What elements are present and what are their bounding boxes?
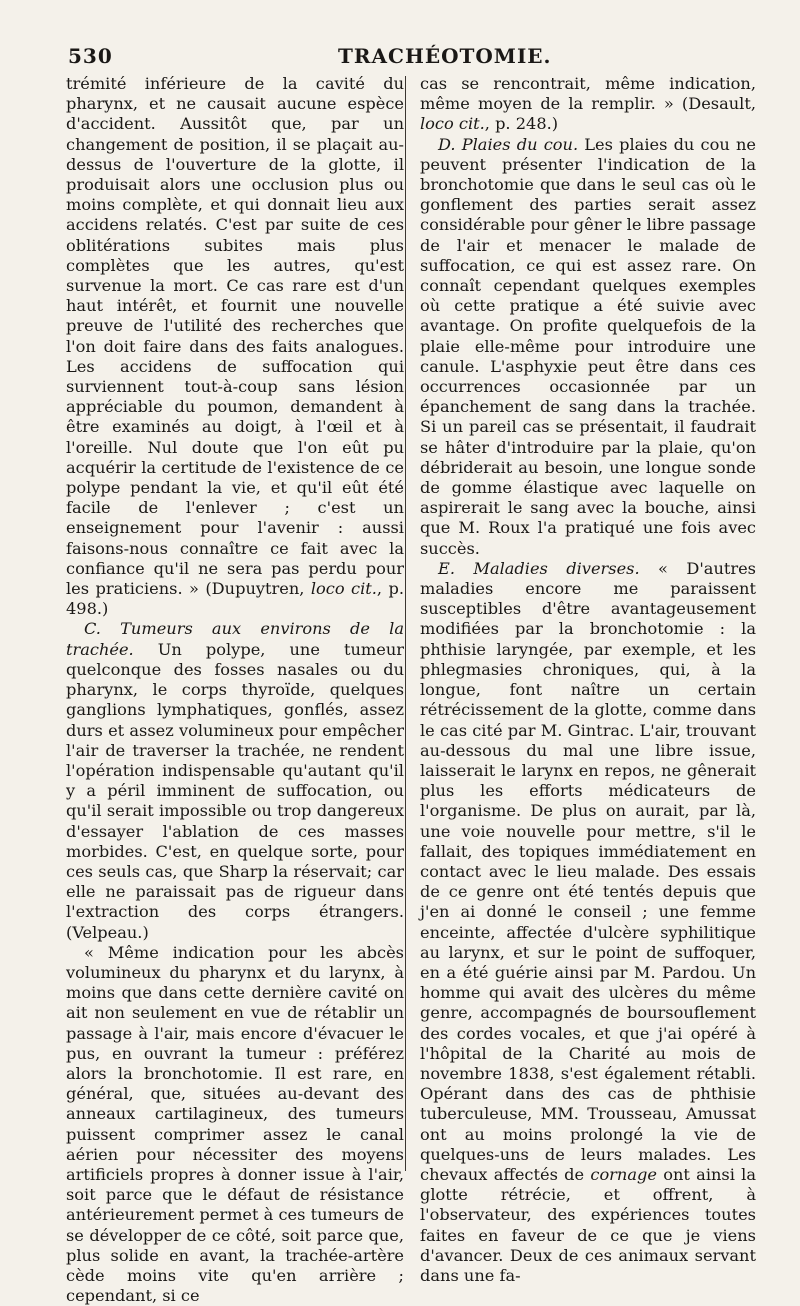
paragraph-text: ont ainsi la glotte rétrécie, et offrent, à l'observateur, des expériences toutes faites en faveur de ce que je viens d'avancer. Deux de ces animaux servant dans une fa-: [420, 1164, 756, 1285]
paragraph: [66, 619, 404, 942]
citation: loco cit.: [420, 114, 485, 134]
paragraph-text: trémité inférieure de la cavité du pharynx, et ne causait aucune espèce d'accident. Aussitôt que, par un changement de position, il se plaçait au-dessus de l'ouverture de la glotte, il produisait alors une occlusion plus ou moins complète, et qui donnait lieu aux accidens relatés. C'est par suite de ces oblitérations subites mais plus complètes que les autres, qu'est survenue la mort. Ce cas rare est d'un haut intérêt, et fournit une nouvelle preuve de l'utilité des recherches que l'on doit faire dans des faits analogues. Les accidens de suffocation qui surviennent tout-à-coup sans lésion appréciable du poumon, demandent à être examinés au doigt, à l'œil et à l'oreille. Nul doute que l'on eût pu acquérir la certitude de l'existence de ce polype pendant la vie, et qu'il eût été facile de l'enlever ; c'est un enseignement pour l'avenir : aussi faisons-nous connaître ce fait avec la confiance qu'il ne sera pas perdu pour les praticiens. » (Dupuytren,: [66, 74, 404, 599]
paragraph: [420, 559, 756, 1286]
emphasis: cornage: [590, 1164, 657, 1184]
citation: loco cit.: [310, 579, 377, 599]
section-heading: C. Tumeurs aux environs de la trachée.: [66, 619, 404, 659]
paragraph: « Même indication pour les abcès volumineux du pharynx et du larynx, à moins que dans cette dernière cavité on ait non seulement en vue de rétablir un passage à l'air, mais encore d'évacuer le pus, en ouvrant la tumeur : préférez alors la bronchotomie. Il est rare, en général, que, situées au-devant des anneaux cartilagineux, des tumeurs puissent comprimer assez le canal aérien pour nécessiter des moyens artificiels propres à donner issue à l'air, soit parce que le défaut de résistance antérieurement permet à ces tumeurs de se développer de ce côté, soit parce que, plus solide en avant, la trachée-artère cède moins vite qu'en arrière ; cependant, si ce: [66, 942, 404, 1306]
page-number: 530: [68, 44, 113, 68]
paragraph: [420, 74, 756, 135]
citation-page: , p. 248.): [484, 114, 559, 134]
section-heading: E. Maladies diverses.: [438, 558, 640, 578]
running-head: TRACHÉOTOMIE.: [338, 44, 552, 68]
right-column: [420, 74, 756, 1286]
paragraph-text: Un polype, une tumeur quelconque des fosses nasales ou du pharynx, le corps thyroïde, quelques ganglions lymphatiques, gonflés, assez durs et assez volumineux pour empêcher l'air de traverser la trachée, ne rendent l'opération indispensable qu'autant qu'il y a péril imminent de suffocation, ou qu'il serait impossible ou trop dangereux d'essayer l'ablation de ces masses morbides. C'est, en quelque sorte, pour ces seuls cas, que Sharp la réservait; car elle ne paraissait pas de rigueur dans l'extraction des corps étrangers. (Velpeau.): [66, 639, 404, 942]
column-divider: [405, 76, 406, 1171]
paragraph: [420, 135, 756, 559]
page-header: [68, 44, 752, 72]
paragraph-text: Les plaies du cou ne peuvent présenter l'indication de la bronchotomie que dans le seul cas où le gonflement des parties serait assez considérable pour gêner le libre passage de l'air et menacer le malade de suffocation, ce qui est assez rare. On connaît cependant quelques exemples où cette pratique a été suivie avec avantage. On profite quelquefois de la plaie elle-même pour introduire une canule. L'asphyxie peut être dans ces occurrences occasionnée par un épanchement de sang dans la trachée. Si un pareil cas se présentait, il faudrait se hâter d'introduire par la plaie, qu'on débriderait au besoin, une longue sonde de gomme élastique avec laquelle on aspirerait le sang avec la bouche, ainsi que M. Roux l'a pratiqué une fois avec succès.: [420, 134, 756, 558]
section-heading: D. Plaies du cou.: [438, 134, 579, 154]
left-column: [66, 74, 404, 1306]
paragraph-text: « D'autres maladies encore me paraissent susceptibles d'être avantageusement modifiées par la bronchotomie : la phthisie laryngée, par exemple, et les phlegmasies chroniques, qui, à la longue, font naître un certain rétrécissement de la glotte, comme dans le cas cité par M. Gintrac. L'air, trouvant au-dessous du mal une libre issue, laisserait le larynx en repos, ne gênerait plus les efforts médicateurs de l'organisme. De plus on aurait, par là, une voie nouvelle pour mettre, s'il le fallait, des topiques immédiatement en contact avec le lieu malade. Des essais de ce genre ont été tentés depuis que j'en ai donné le conseil ; une femme enceinte, affectée d'ulcère syphilitique au larynx, et sur le point de suffoquer, en a été guérie ainsi par M. Pardou. Un homme qui avait des ulcères du même genre, accompagnés de boursouflement des cordes vocales, et que j'ai opéré à l'hôpital de la Charité au mois de novembre 1838, s'est également rétabli. Opérant dans des cas de phthisie tuberculeuse, MM. Trousseau, Amussat ont au moins prolongé la vie de quelques-uns de leurs malades. Les chevaux affectés de: [420, 558, 756, 1184]
citation-page: , p. 498.): [66, 579, 404, 619]
paragraph-text: cas se rencontrait, même indication, même moyen de la remplir. » (Desault,: [420, 74, 756, 114]
paragraph: [66, 74, 404, 619]
